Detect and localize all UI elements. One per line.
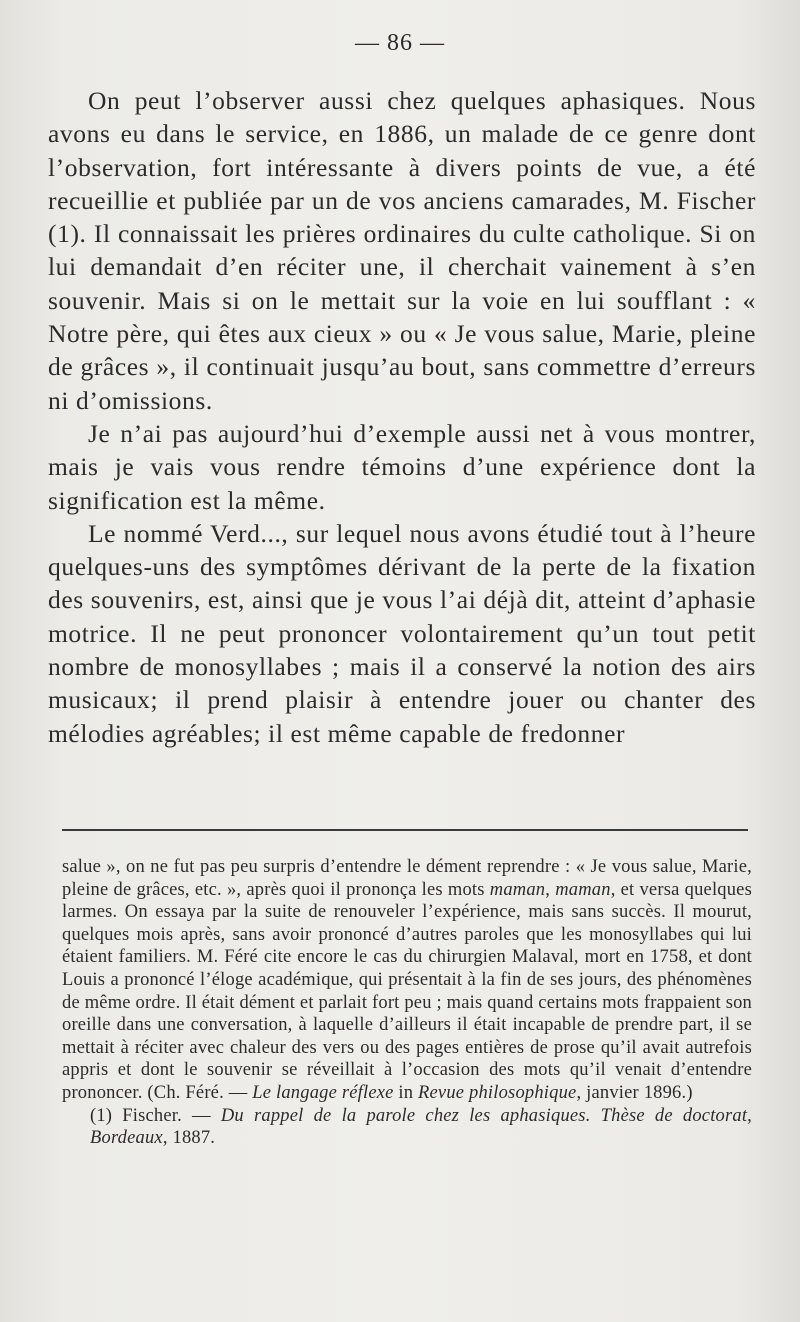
reference-marker: (1) Fischer. — (90, 1105, 221, 1126)
reference-title: Du rappel de la parole chez les aphasiques. Thèse de doctorat, Bordeaux (90, 1105, 752, 1149)
paragraph-2-text: Je n’ai pas aujourd’hui d’exemple aussi net à vous montrer, mais je vais vous rendre témoins d’une expérience dont la signification est la même. (48, 418, 756, 515)
paragraph-1-text: On peut l’observer aussi chez quelques aphasiques. Nous avons eu dans le service, en 1886, un malade de ce genre dont l’observation, fort intéressante à divers points de vue, a été recueillie et publiée par un de vos anciens camarades, M. Fischer (1). Il connaissait les prières ordinaires du culte catholique. Si on lui demandait d’en réciter une, il cherchait vainement à s’en souvenir. Mais si on le mettait sur la voie en lui soufflant : « Notre père, qui êtes aux cieux » ou « Je vous salue, Marie, pleine de grâces », il continuait jusqu’au bout, sans commettre d’erreurs ni d’omissions. (48, 86, 756, 415)
footnote-text-2: , et versa quelques larmes. On essaya par la suite de renouveler l’expérience, mais sans succès. Il mourut, quelques mois après, sans avoir prononcé d’autres paroles que les monosyllabes qui lui étaient familiers. M. Féré cite encore le cas du chirurgien Malaval, mort en 1758, et dont Louis a prononcé l’éloge académique, qui présentait à la fin de ses jours, des phénomènes de même ordre. Il était dément et parlait fort peu ; mais quand certains mots frappaient son oreille dans une conversation, à laquelle d’ailleurs il était incapable de prendre part, il se mettait à réciter avec chaleur des vers ou des pages entières de prose qu’il avait autrefois appris et dont le souvenir se réveillait à l’occasion des mots qu’il venait d’entendre prononcer. (Ch. Féré. — (62, 879, 752, 1103)
footnote-maman-1: maman (489, 879, 546, 900)
reference-year: , 1887. (162, 1128, 216, 1149)
footnote-date: , janvier 1896.) (576, 1082, 693, 1103)
footnote-divider (62, 829, 748, 831)
paragraph-3-text: Le nommé Verd..., sur lequel nous avons étudié tout à l’heure quelques-uns des symptômes dérivant de la perte de la fixation des souvenirs, est, ainsi que je vous l’ai déjà dit, atteint d’aphasie motrice. Il ne peut prononcer volontairement qu’un tout petit nombre de monosyllabes ; mais il a conservé la notion des airs musicaux; il prend plaisir à entendre jouer ou chanter des mélodies agréables; il est même capable de fredonner (48, 518, 756, 748)
footnote-source-title: Le langage réflexe (252, 1082, 394, 1103)
paragraph-3 (48, 517, 756, 750)
footnotes (62, 856, 752, 1150)
footnote-in: in (393, 1082, 419, 1103)
footnote-continuation (62, 856, 752, 1105)
paragraph-2 (48, 417, 756, 517)
footnote-text-1: salue », on ne fut pas peu surpris d’entendre le dément reprendre : « Je vous salue, Marie, pleine de grâces, etc. », après quoi il prononça les mots (62, 857, 752, 900)
footnote-journal: Revue philosophique (418, 1082, 577, 1103)
footnote-comma: , (545, 879, 556, 900)
footnote-maman-2: maman (555, 879, 611, 900)
page-number: — 86 — (355, 30, 445, 56)
footnote-reference-1 (62, 1105, 752, 1150)
main-text (48, 84, 756, 750)
paragraph-1 (48, 84, 756, 417)
